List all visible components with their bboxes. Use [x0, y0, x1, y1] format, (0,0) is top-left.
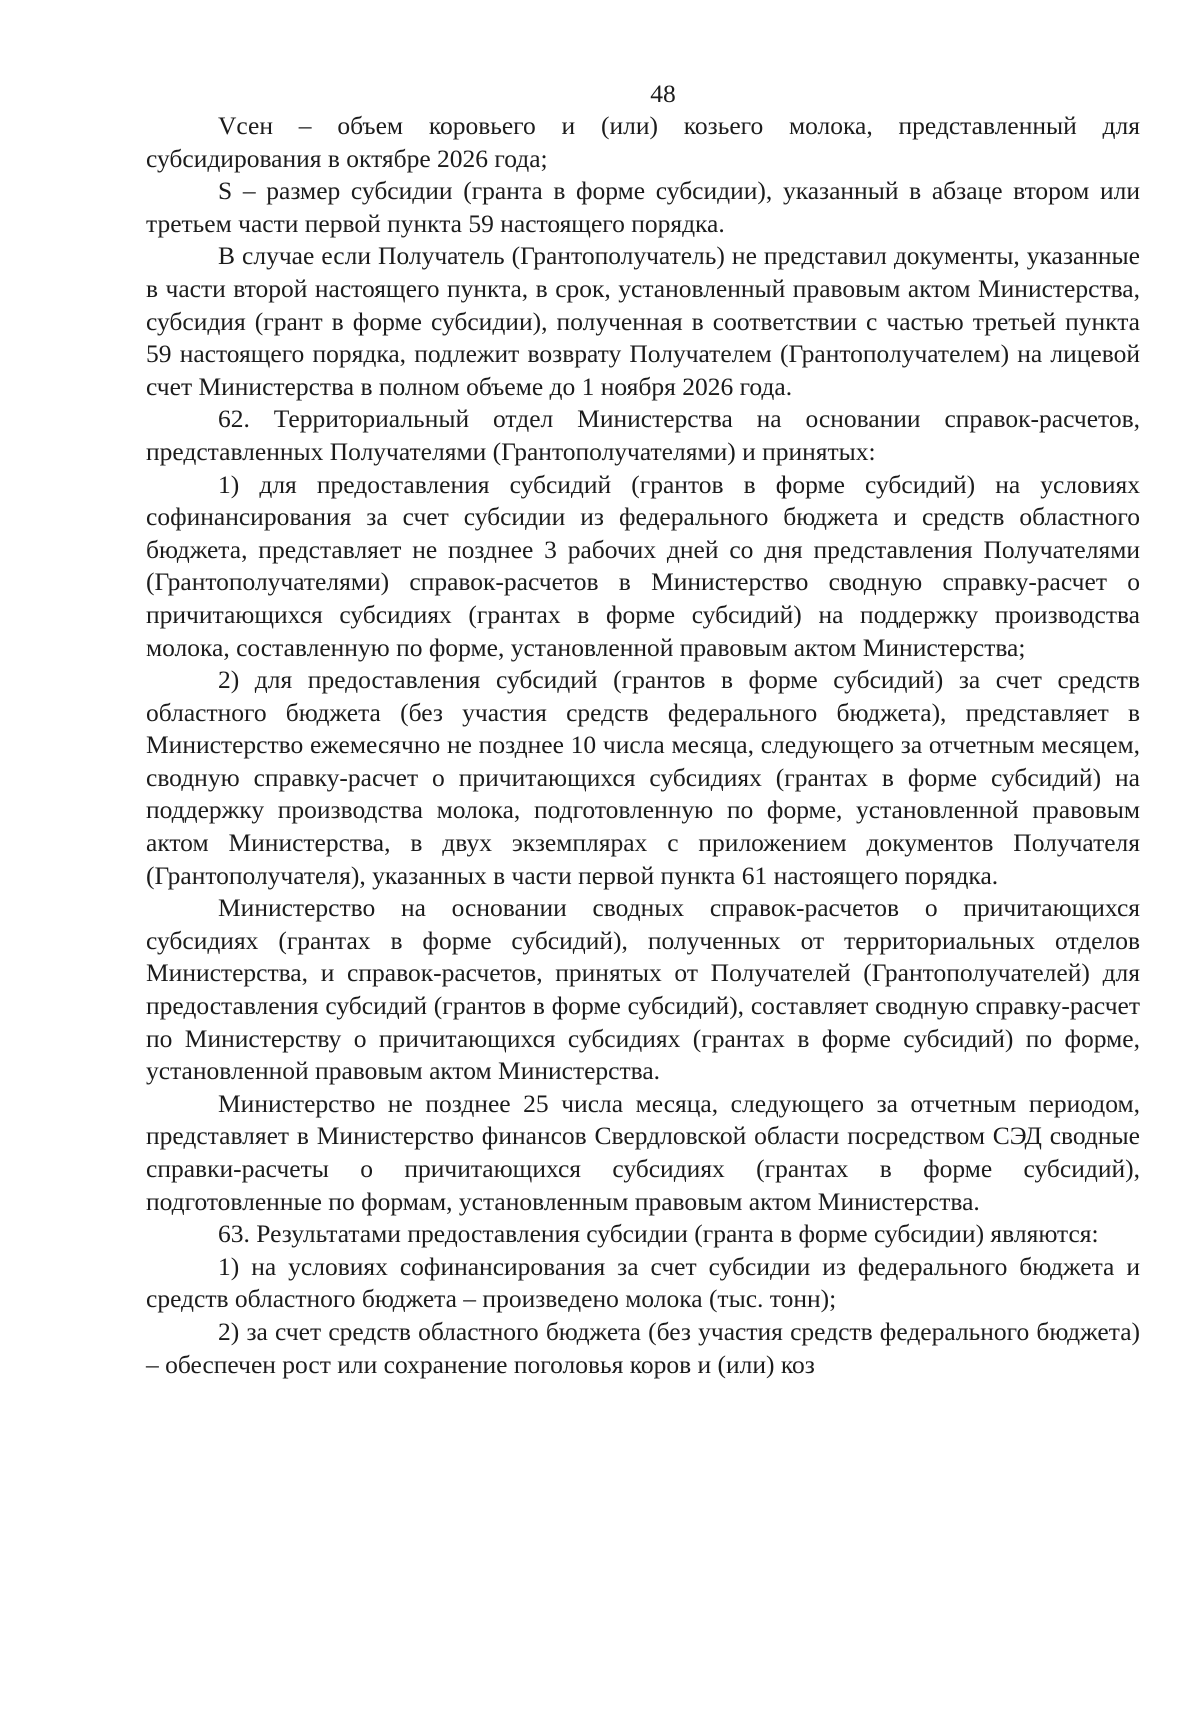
paragraph-item-62-1: 1) для предоставления субсидий (грантов в форме субсидий) на условиях софинансирования за счет субсидии из федерального бюджета и средств областного бюджета, представляет не позднее 3 рабочих дней со дня представления Получателями (Грантополучателями) справок-расчетов в Министерство сводную справку-расчет о причитающихся субсидиях (грантах в форме субсидий) на поддержку производства молока, составленную по форме, установленной правовым актом Министерства;: [146, 469, 1140, 662]
paragraph-refund-condition: В случае если Получатель (Грантополучатель) не представил документы, указанные в части второй настоящего пункта, в срок, установленный правовым актом Министерства, субсидия (грант в форме субсидии), полученная в соответствии с частью третьей пункта 59 настоящего порядка, подлежит возврату Получателем (Грантополучателем) на лицевой счет Министерства в полном объеме до 1 ноября 2026 года.: [146, 241, 1140, 401]
page-number: 48: [650, 79, 676, 108]
paragraph-vsen-definition: Vсен – объем коровьего и (или) козьего молока, представленный для субсидирования в октябре 2026 года;: [146, 111, 1140, 173]
paragraph-item-63-1: 1) на условиях софинансирования за счет субсидии из федерального бюджета и средств областного бюджета – произведено молока (тыс. тонн);: [146, 1251, 1140, 1314]
paragraph-item-63-2: 2) за счет средств областного бюджета (без участия средств федерального бюджета) – обеспечен рост или сохранение поголовья коров и (или) коз: [146, 1316, 1140, 1379]
paragraph-ministry-summary: Министерство на основании сводных справок-расчетов о причитающихся субсидиях (грантах в форме субсидий), полученных от территориальных отделов Министерства, и справок-расчетов, принятых от Получателей (Грантополучателей) для предоставления субсидий (грантов в форме субсидий), составляет сводную справку-расчет по Министерству о причитающихся субсидиях (грантах в форме субсидий) по форме, установленной правовым актом Министерства.: [146, 893, 1140, 1086]
paragraph-s-definition: S – размер субсидии (гранта в форме субсидии), указанный в абзаце втором или третьем части первой пункта 59 настоящего порядка.: [146, 176, 1140, 238]
document-page: [146, 78, 1140, 1381]
paragraph-item-62-2: 2) для предоставления субсидий (грантов в форме субсидий) за счет средств областного бюджета (без участия средств федерального бюджета), представляет в Министерство ежемесячно не позднее 10 числа месяца, следующего за отчетным месяцем, сводную справку-расчет о причитающихся субсидиях (грантах в форме субсидий) на поддержку производства молока, подготовленную по форме, установленной правовым актом Министерства, в двух экземплярах с приложением документов Получателя (Грантополучателя), указанных в части первой пункта 61 настоящего порядка.: [146, 665, 1140, 890]
paragraph-ministry-deadline: Министерство не позднее 25 числа месяца, следующего за отчетным периодом, представляет в Министерство финансов Свердловской области посредством СЭД сводные справки-расчеты о причитающихся субсидиях (грантах в форме субсидий), подготовленные по формам, установленным правовым актом Министерства.: [146, 1088, 1140, 1216]
paragraph-item-62: 62. Территориальный отдел Министерства на основании справок-расчетов, представленных Получателями (Грантополучателями) и принятых:: [146, 404, 1140, 466]
paragraph-item-63: 63. Результатами предоставления субсидии (гранта в форме субсидии) являются:: [218, 1219, 1099, 1249]
